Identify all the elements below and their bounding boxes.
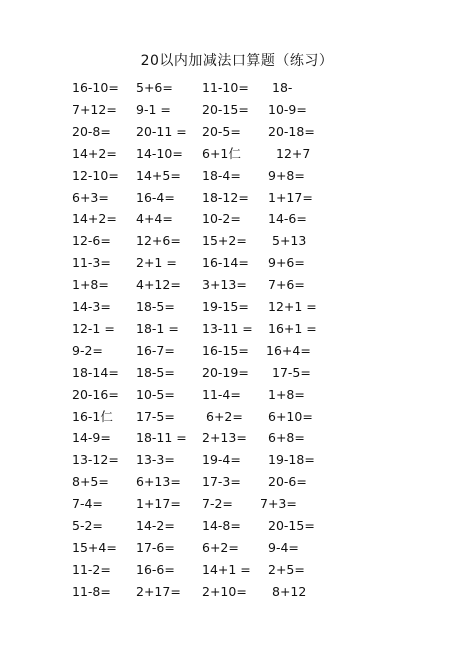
problem-r18-c4: 19-18=	[268, 452, 315, 467]
problem-r4-c4: 12+7	[276, 146, 311, 161]
problem-r11-c3: 19-15=	[202, 299, 249, 314]
problem-r13-c2: 16-7=	[136, 343, 175, 358]
problem-r19-c4: 20-6=	[268, 474, 307, 489]
problem-r14-c3: 20-19=	[202, 365, 249, 380]
problem-r18-c2: 13-3=	[136, 452, 175, 467]
problem-r24-c2: 2+17=	[136, 584, 181, 599]
problem-r12-c3: 13-11 =	[202, 321, 253, 336]
problem-r11-c1: 14-3=	[72, 299, 111, 314]
problem-r3-c2: 20-11 =	[136, 124, 187, 139]
problem-r8-c2: 12+6=	[136, 233, 181, 248]
problem-r18-c3: 19-4=	[202, 452, 241, 467]
problem-r18-c1: 13-12=	[72, 452, 119, 467]
problem-r6-c4: 1+17=	[268, 190, 313, 205]
problem-r5-c1: 12-10=	[72, 168, 119, 183]
problem-r2-c1: 7+12=	[72, 102, 117, 117]
worksheet-title: 20以内加减法口算题（练习）	[140, 53, 334, 69]
problem-r15-c3: 11-4=	[202, 387, 241, 402]
problem-r2-c4: 10-9=	[268, 102, 307, 117]
problem-r3-c1: 20-8=	[72, 124, 111, 139]
problem-r19-c1: 8+5=	[72, 474, 109, 489]
problem-r6-c2: 16-4=	[136, 190, 175, 205]
problem-r11-c2: 18-5=	[136, 299, 175, 314]
problem-r8-c3: 15+2=	[202, 233, 247, 248]
problem-r1-c4: 18-	[272, 80, 293, 95]
problem-r9-c3: 16-14=	[202, 255, 249, 270]
problem-r15-c1: 20-16=	[72, 387, 119, 402]
problem-r13-c4: 16+4=	[266, 343, 311, 358]
problem-r3-c3: 20-5=	[202, 124, 241, 139]
problem-r14-c4: 17-5=	[272, 365, 311, 380]
problem-r17-c3: 2+13=	[202, 430, 247, 445]
problem-r10-c3: 3+13=	[202, 277, 247, 292]
problem-r12-c4: 16+1 =	[268, 321, 317, 336]
problem-r5-c2: 14+5=	[136, 168, 181, 183]
problem-r21-c4: 20-15=	[268, 518, 315, 533]
problem-r9-c4: 9+6=	[268, 255, 305, 270]
problem-r4-c1: 14+2=	[72, 146, 117, 161]
problem-r2-c2: 9-1 =	[136, 102, 171, 117]
problem-r7-c3: 10-2=	[202, 211, 241, 226]
problem-r21-c3: 14-8=	[202, 518, 241, 533]
problem-r17-c4: 6+8=	[268, 430, 305, 445]
problem-r15-c2: 10-5=	[136, 387, 175, 402]
problem-r14-c2: 18-5=	[136, 365, 175, 380]
problem-r4-c2: 14-10=	[136, 146, 183, 161]
problem-r21-c2: 14-2=	[136, 518, 175, 533]
problem-r24-c3: 2+10=	[202, 584, 247, 599]
problem-r19-c3: 17-3=	[202, 474, 241, 489]
problem-r14-c1: 18-14=	[72, 365, 119, 380]
problem-r20-c1: 7-4=	[72, 496, 103, 511]
problem-r23-c3: 14+1 =	[202, 562, 251, 577]
problem-r23-c2: 16-6=	[136, 562, 175, 577]
problem-r6-c3: 18-12=	[202, 190, 249, 205]
problem-r21-c1: 5-2=	[72, 518, 103, 533]
problem-r22-c3: 6+2=	[202, 540, 239, 555]
problem-r3-c4: 20-18=	[268, 124, 315, 139]
problem-r22-c4: 9-4=	[268, 540, 299, 555]
problem-r5-c3: 18-4=	[202, 168, 241, 183]
problem-r6-c1: 6+3=	[72, 190, 109, 205]
problem-r20-c4: 7+3=	[260, 496, 297, 511]
problem-r23-c4: 2+5=	[268, 562, 305, 577]
problem-r2-c3: 20-15=	[202, 102, 249, 117]
problem-r13-c1: 9-2=	[72, 343, 103, 358]
problem-r7-c2: 4+4=	[136, 211, 173, 226]
problem-r7-c4: 14-6=	[268, 211, 307, 226]
problem-r10-c1: 1+8=	[72, 277, 109, 292]
problem-r16-c3: 6+2=	[206, 409, 243, 424]
problem-r8-c1: 12-6=	[72, 233, 111, 248]
problem-r10-c4: 7+6=	[268, 277, 305, 292]
problem-r10-c2: 4+12=	[136, 277, 181, 292]
problem-r24-c4: 8+12	[272, 584, 307, 599]
problem-r4-c3: 6+1仁	[202, 146, 241, 161]
problem-r9-c1: 11-3=	[72, 255, 111, 270]
problem-r8-c4: 5+13	[272, 233, 307, 248]
problem-r16-c2: 17-5=	[136, 409, 175, 424]
problem-r17-c2: 18-11 =	[136, 430, 187, 445]
problem-r19-c2: 6+13=	[136, 474, 181, 489]
problem-r1-c3: 11-10=	[202, 80, 249, 95]
problem-r7-c1: 14+2=	[72, 211, 117, 226]
problem-r20-c2: 1+17=	[136, 496, 181, 511]
problem-r24-c1: 11-8=	[72, 584, 111, 599]
problem-r12-c2: 18-1 =	[136, 321, 179, 336]
problem-r22-c2: 17-6=	[136, 540, 175, 555]
problem-r22-c1: 15+4=	[72, 540, 117, 555]
problem-r5-c4: 9+8=	[268, 168, 305, 183]
problem-r15-c4: 1+8=	[268, 387, 305, 402]
problem-r9-c2: 2+1 =	[136, 255, 177, 270]
problem-r12-c1: 12-1 =	[72, 321, 115, 336]
problem-r17-c1: 14-9=	[72, 430, 111, 445]
problem-r16-c4: 6+10=	[268, 409, 313, 424]
problem-r20-c3: 7-2=	[202, 496, 233, 511]
problem-r1-c1: 16-10=	[72, 80, 119, 95]
problem-r1-c2: 5+6=	[136, 80, 173, 95]
problem-r16-c1: 16-1仁	[72, 409, 113, 424]
problem-r23-c1: 11-2=	[72, 562, 111, 577]
problem-r13-c3: 16-15=	[202, 343, 249, 358]
problem-r11-c4: 12+1 =	[268, 299, 317, 314]
